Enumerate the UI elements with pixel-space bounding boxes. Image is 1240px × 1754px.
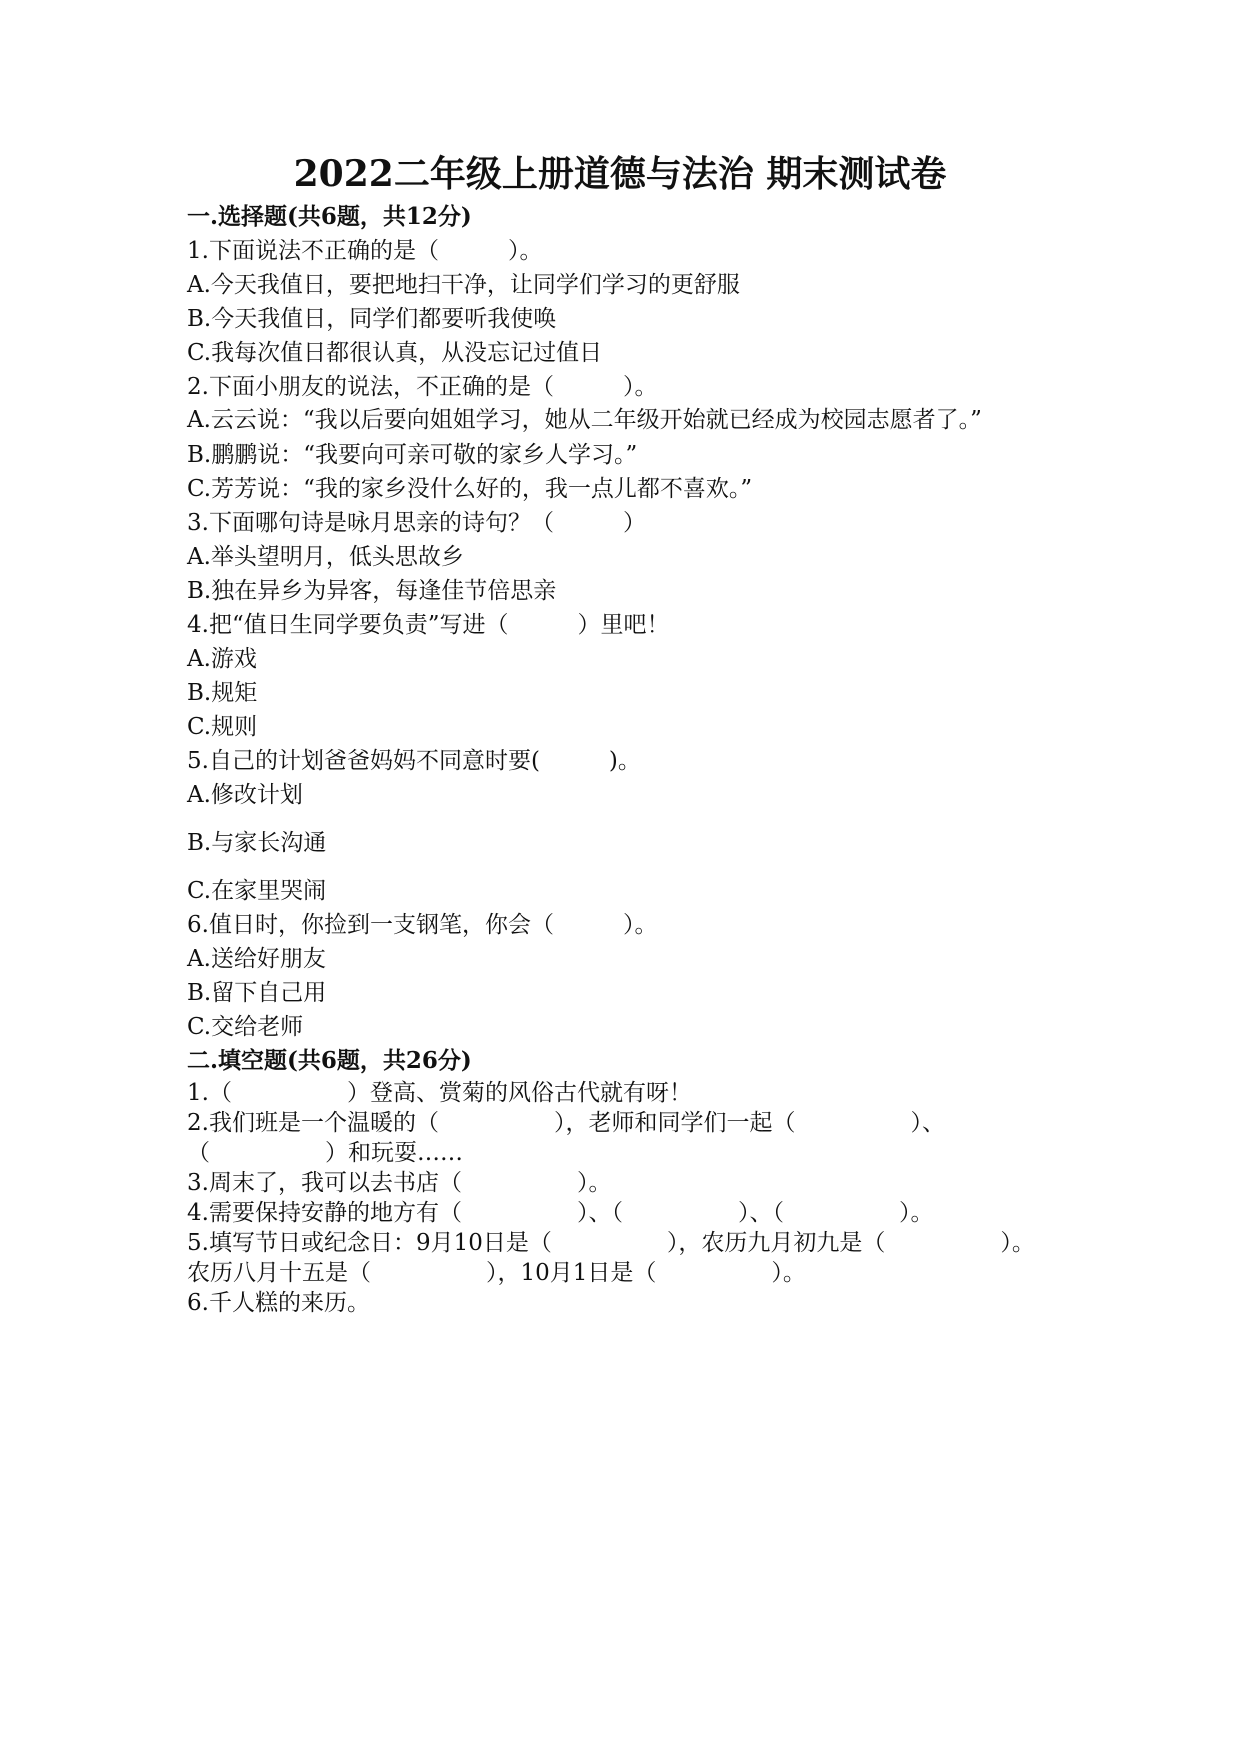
- fill-question-2: 2.我们班是一个温暖的（ ），老师和同学们一起（ ）、（ ）和玩耍……: [187, 1110, 945, 1166]
- question-3-option-b: B.独在异乡为异客，每逢佳节倍思亲: [187, 578, 557, 604]
- section-heading-fill: 二.填空题(共6题，共26分): [187, 1047, 472, 1074]
- question-3-option-a: A.举头望明月，低头思故乡: [187, 544, 464, 570]
- exam-content: [187, 200, 1047, 1318]
- question-5: 5.自己的计划爸爸妈妈不同意时要( )。: [187, 748, 641, 774]
- page-title: 2022二年级上册道德与法治 期末测试卷: [293, 153, 947, 195]
- fill-question-5: 5.填写节日或纪念日：9月10日是（ ），农历九月初九是（ ）。农历八月十五是（ ），10月1日是（ ）。: [187, 1230, 1035, 1286]
- question-4-option-c: C.规则: [187, 714, 258, 740]
- fill-question-6: 6.千人糕的来历。: [187, 1290, 370, 1316]
- section-heading-choice: 一.选择题(共6题，共12分): [187, 203, 472, 230]
- question-1-option-c: C.我每次值日都很认真，从没忘记过值日: [187, 340, 603, 366]
- question-4: 4.把“值日生同学要负责”写进（ ）里吧！: [187, 612, 670, 638]
- fill-question-1: 1.（ ）登高、赏菊的风俗古代就有呀！: [187, 1080, 692, 1106]
- question-5-option-a: A.修改计划: [187, 782, 303, 808]
- question-6-option-a: A.送给好朋友: [187, 946, 326, 972]
- question-2-option-c: C.芳芳说：“我的家乡没什么好的，我一点儿都不喜欢。”: [187, 476, 753, 502]
- fill-question-4: 4.需要保持安静的地方有（ ）、（ ）、（ ）。: [187, 1200, 934, 1226]
- question-6-option-c: C.交给老师: [187, 1014, 304, 1040]
- question-6: 6.值日时，你捡到一支钢笔，你会（ ）。: [187, 912, 658, 938]
- question-4-option-a: A.游戏: [187, 646, 257, 672]
- question-1-option-b: B.今天我值日，同学们都要听我使唤: [187, 306, 557, 332]
- question-1-option-a: A.今天我值日，要把地扫干净，让同学们学习的更舒服: [187, 272, 740, 298]
- question-2: 2.下面小朋友的说法，不正确的是（ ）。: [187, 374, 658, 400]
- question-3: 3.下面哪句诗是咏月思亲的诗句？（ ）: [187, 510, 646, 536]
- fill-question-3: 3.周末了，我可以去书店（ ）。: [187, 1170, 612, 1196]
- question-2-option-a: A.云云说：“我以后要向姐姐学习，她从二年级开始就已经成为校园志愿者了。”: [187, 407, 982, 433]
- question-4-option-b: B.规矩: [187, 680, 258, 706]
- question-1: 1.下面说法不正确的是（ ）。: [187, 238, 543, 264]
- question-5-option-c: C.在家里哭闹: [187, 878, 327, 904]
- question-6-option-b: B.留下自己用: [187, 980, 327, 1006]
- question-2-option-b: B.鹏鹏说：“我要向可亲可敬的家乡人学习。”: [187, 442, 638, 468]
- question-5-option-b: B.与家长沟通: [187, 830, 327, 856]
